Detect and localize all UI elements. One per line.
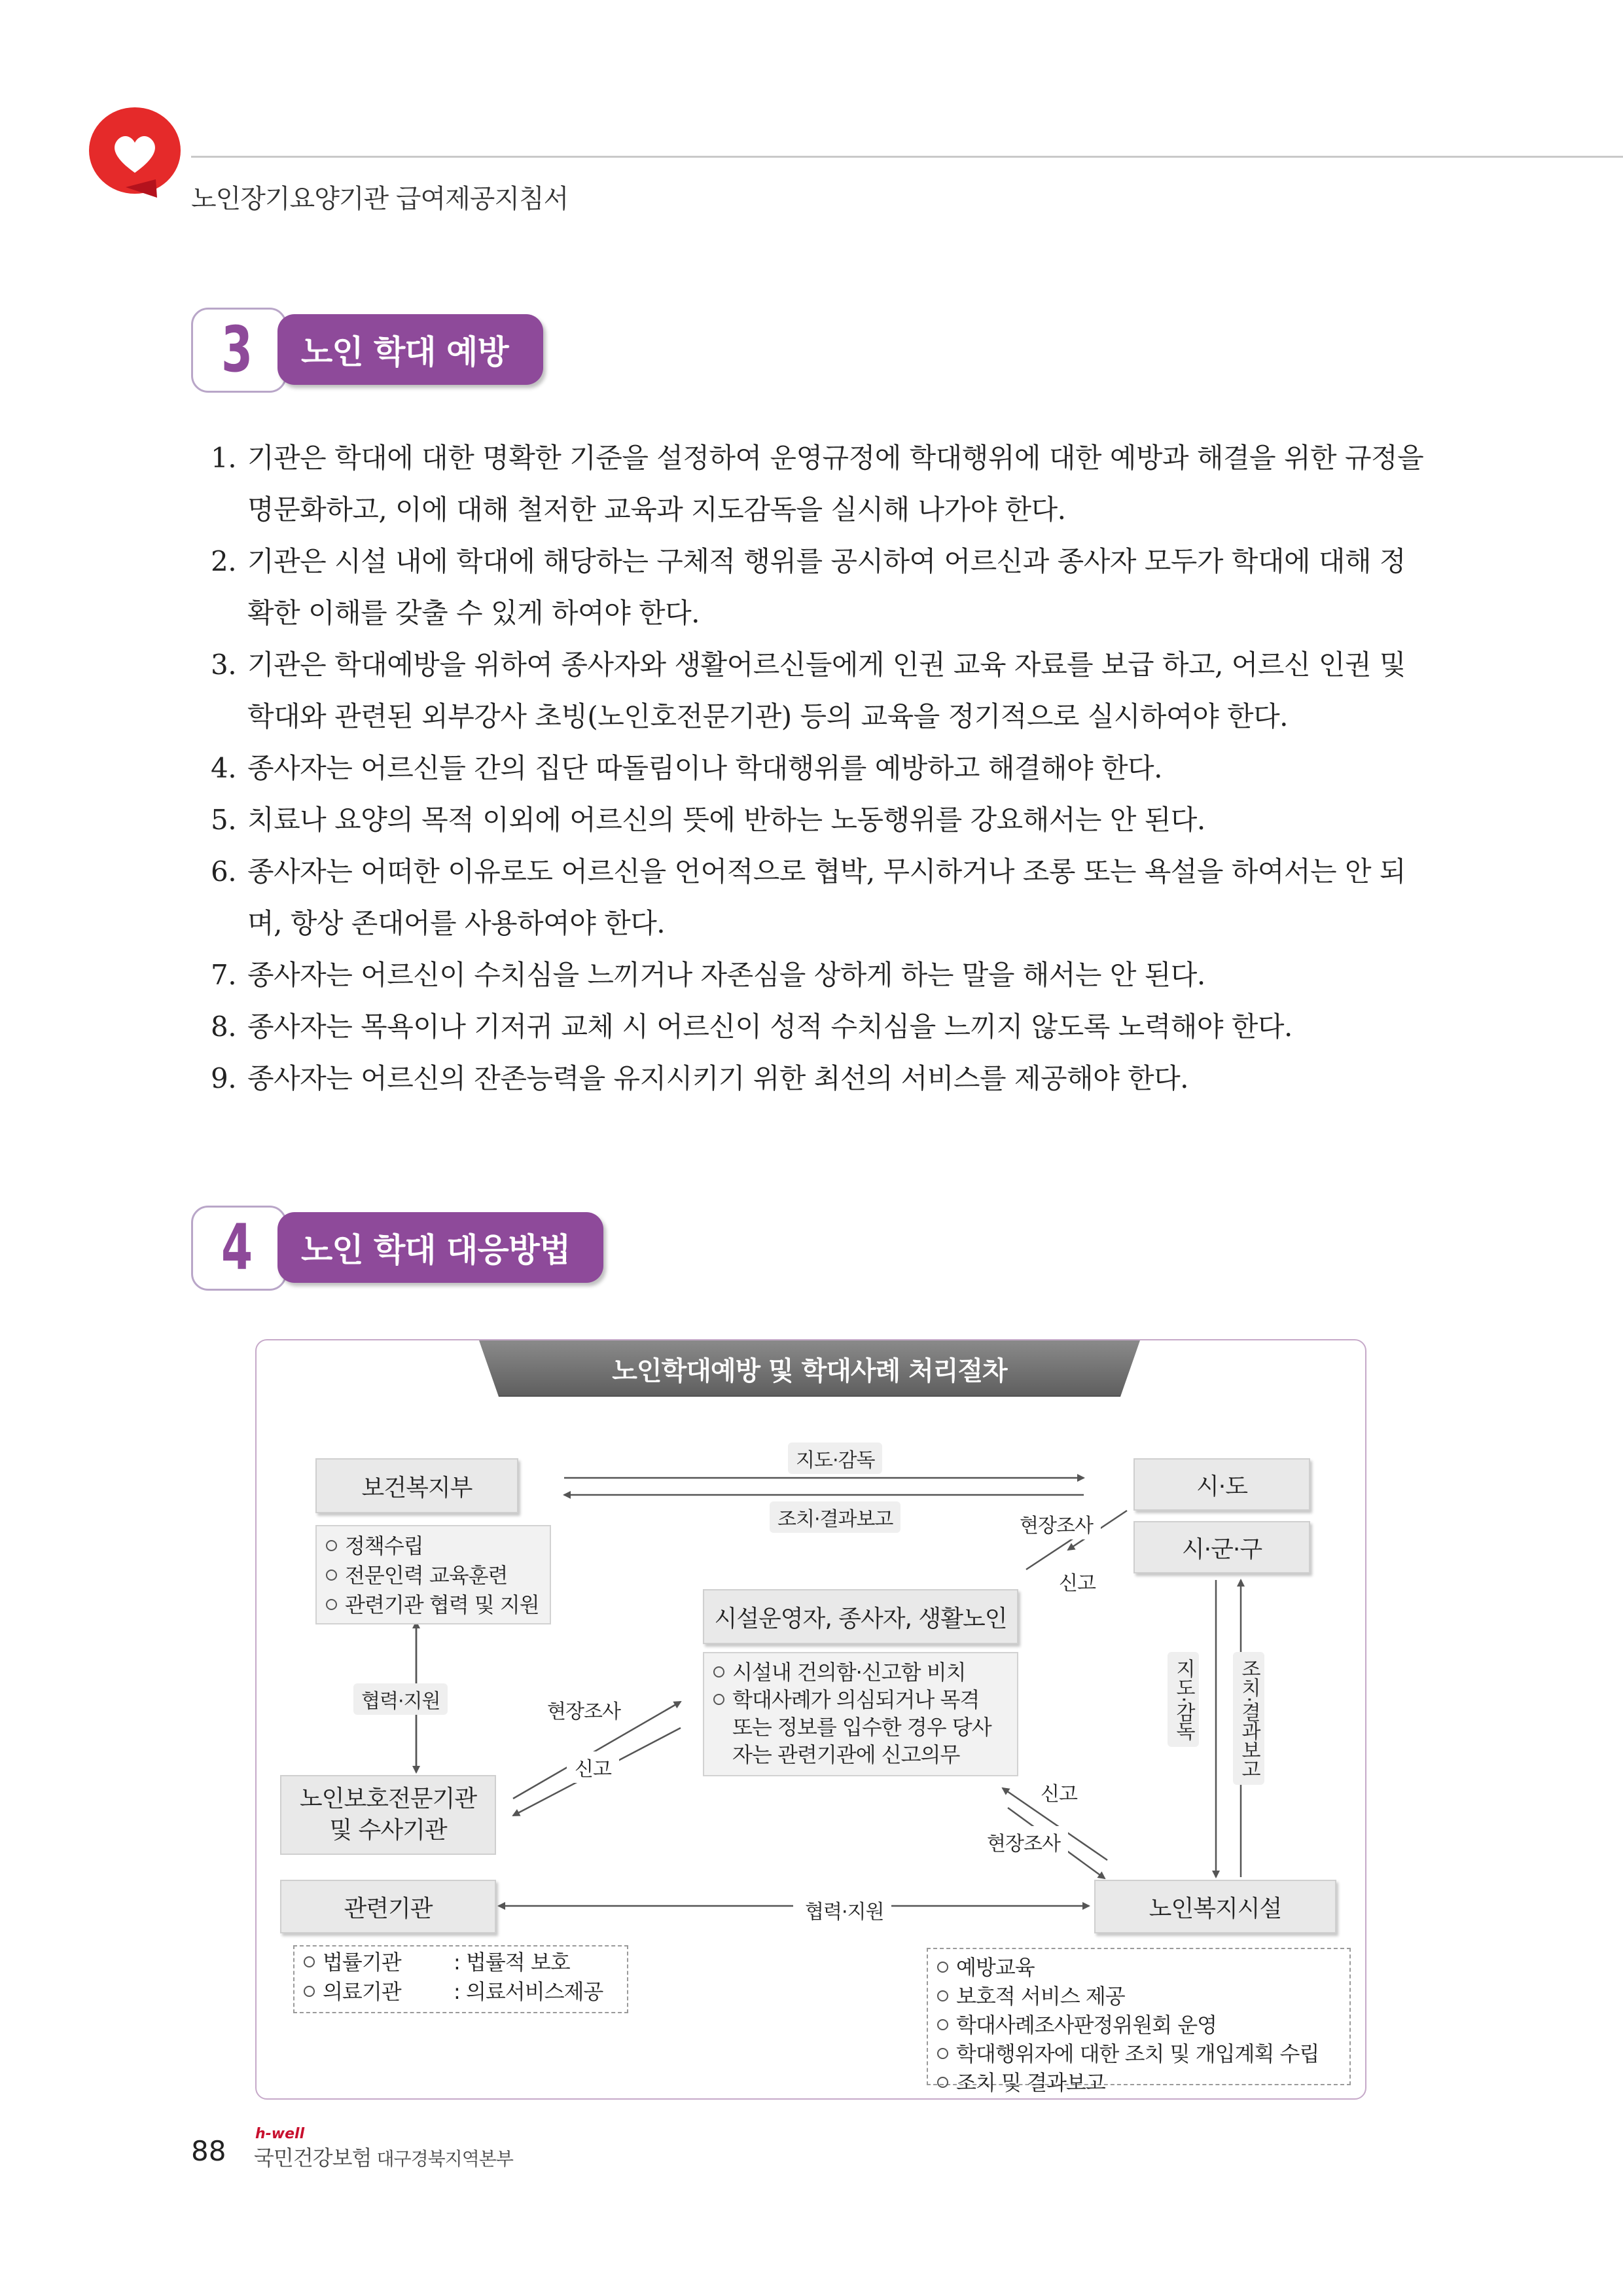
abuse-procedure-diagram bbox=[255, 1339, 1366, 2100]
label-guidance-vertical: 지도·감독 bbox=[1168, 1652, 1199, 1747]
list-item: 2. 기관은 시설 내에 학대에 해당하는 구체적 행위를 공시하여 어르신과 종사자 모두가 학대에 대해 정확한 이해를 갖출 수 있게 하여야 한다. bbox=[211, 545, 1406, 629]
list-item: 시설내 건의함·신고함 비치 bbox=[713, 1659, 1008, 1686]
list-item: 학대사례가 의심되거나 목격 bbox=[713, 1686, 1008, 1713]
label-report-welfare: 신고 bbox=[1033, 1776, 1085, 1808]
list-item: 5. 치료나 요양의 목적 이외에 어르신의 뜻에 반하는 노동행위를 강요해서는 안 된다. bbox=[211, 804, 1205, 836]
label-cooperation-support-vertical: 협력·지원 bbox=[353, 1683, 448, 1715]
abuse-prevention-list bbox=[211, 432, 1428, 1104]
list-item: 관련기관 협력 및 지원 bbox=[326, 1590, 541, 1620]
list-item-continued: 자는 관련기관에 신고의무 bbox=[732, 1742, 960, 1767]
label-field-investigation-protection: 현장조사 bbox=[539, 1694, 628, 1725]
document-title: 노인장기요양기관 급여제공지침서 bbox=[191, 184, 569, 214]
label-report-protection: 신고 bbox=[567, 1751, 619, 1783]
welfare-facility-duties bbox=[927, 1948, 1351, 2095]
list-item: 학대행위자에 대한 조치 및 개입계획 수립 bbox=[937, 2039, 1340, 2068]
label-cooperation-support-horizontal: 협력·지원 bbox=[797, 1894, 891, 1926]
list-item: 조치 및 결과보고 bbox=[937, 2068, 1340, 2097]
label-guidance: 지도·감독 bbox=[788, 1443, 882, 1474]
list-item: 9. 종사자는 어르신의 잔존능력을 유지시키기 위한 최선의 서비스를 제공해야 한다. bbox=[211, 1062, 1189, 1094]
list-item: 법률기관 : 법률적 보호 bbox=[304, 1948, 618, 1977]
list-item-continued: 또는 정보를 입수한 경우 당사 bbox=[732, 1715, 991, 1740]
welfare-facility-box: 노인복지시설 bbox=[1094, 1880, 1336, 1933]
list-item: 1. 기관은 학대에 대한 명확한 기준을 설정하여 운영규정에 학대행위에 대한 예방과 해결을 위한 규정을 명문화하고, 이에 대해 철저한 교육과 지도감독을 실시해 나가야 한다. bbox=[211, 442, 1424, 526]
list-item: 3. 기관은 학대예방을 위하여 종사자와 생활어르신들에게 인권 교육 자료를 보급 하고, 어르신 인권 및 학대와 관련된 외부강사 초빙(노인호전문기관) 등의 교육을 정기적으로 실시하여야 한다. bbox=[211, 649, 1406, 732]
heart-speech-bubble-icon bbox=[84, 102, 188, 200]
page-number: 88 bbox=[191, 2135, 226, 2167]
label-action-report: 조치·결과보고 bbox=[770, 1501, 901, 1533]
ministry-box: 보건복지부 bbox=[315, 1458, 518, 1513]
section-3-title: 노인 학대 예방 bbox=[277, 314, 543, 385]
list-item: 8. 종사자는 목욕이나 기저귀 교체 시 어르신이 성적 수치심을 느끼지 않도록 노력해야 한다. bbox=[211, 1011, 1293, 1043]
brand-name-text: 국민건강보험 bbox=[254, 2145, 372, 2170]
related-agency-box: 관련기관 bbox=[280, 1880, 496, 1933]
facility-staff-duties bbox=[703, 1652, 1018, 1776]
list-item: 6. 종사자는 어떠한 이유로도 어르신을 언어적으로 협박, 무시하거나 조롱 또는 욕설을 하여서는 안 되며, 항상 존대어를 사용하여야 한다. bbox=[211, 855, 1406, 939]
district-box: 시·군·구 bbox=[1133, 1521, 1310, 1573]
label-field-investigation-welfare: 현장조사 bbox=[979, 1826, 1068, 1857]
list-item: 의료기관 : 의료서비스제공 bbox=[304, 1977, 618, 2007]
label-field-investigation-district: 현장조사 bbox=[1012, 1508, 1101, 1539]
province-box: 시·도 bbox=[1133, 1458, 1310, 1511]
label-action-report-vertical: 조치·결과보고 bbox=[1233, 1652, 1264, 1785]
brand-tagline: h-well bbox=[255, 2126, 305, 2142]
list-item: 4. 종사자는 어르신들 간의 집단 따돌림이나 학대행위를 예방하고 해결해야 한다. bbox=[211, 752, 1162, 784]
list-item: 보호적 서비스 제공 bbox=[937, 1982, 1340, 2011]
protection-agency-line-2: 및 수사기관 bbox=[329, 1817, 447, 1844]
protection-agency-line-1: 노인보호전문기관 bbox=[299, 1785, 477, 1812]
label-report-district: 신고 bbox=[1051, 1566, 1103, 1597]
section-3-number: 3 bbox=[221, 313, 253, 386]
list-item: 예방교육 bbox=[937, 1953, 1340, 1982]
protection-agency-box bbox=[280, 1775, 496, 1855]
facility-staff-box: 시설운영자, 종사자, 생활노인 bbox=[703, 1589, 1018, 1644]
list-item: 정책수립 bbox=[326, 1532, 541, 1561]
list-item: 전문인력 교육훈련 bbox=[326, 1561, 541, 1590]
brand-name bbox=[254, 2142, 513, 2172]
header-rule bbox=[191, 156, 1623, 158]
related-agency-roles bbox=[293, 1945, 628, 2013]
brand-region: 대구경북지역본부 bbox=[376, 2148, 513, 2170]
list-item: 학대사례조사판정위원회 운영 bbox=[937, 2011, 1340, 2039]
list-item: 7. 종사자는 어르신이 수치심을 느끼거나 자존심을 상하게 하는 말을 해서는 안 된다. bbox=[211, 959, 1205, 991]
section-4-number: 4 bbox=[221, 1211, 253, 1284]
section-4-title: 노인 학대 대응방법 bbox=[277, 1212, 603, 1283]
ministry-duties bbox=[315, 1525, 551, 1624]
diagram-title: 노인학대예방 및 학대사례 처리절차 bbox=[612, 1355, 1007, 1386]
